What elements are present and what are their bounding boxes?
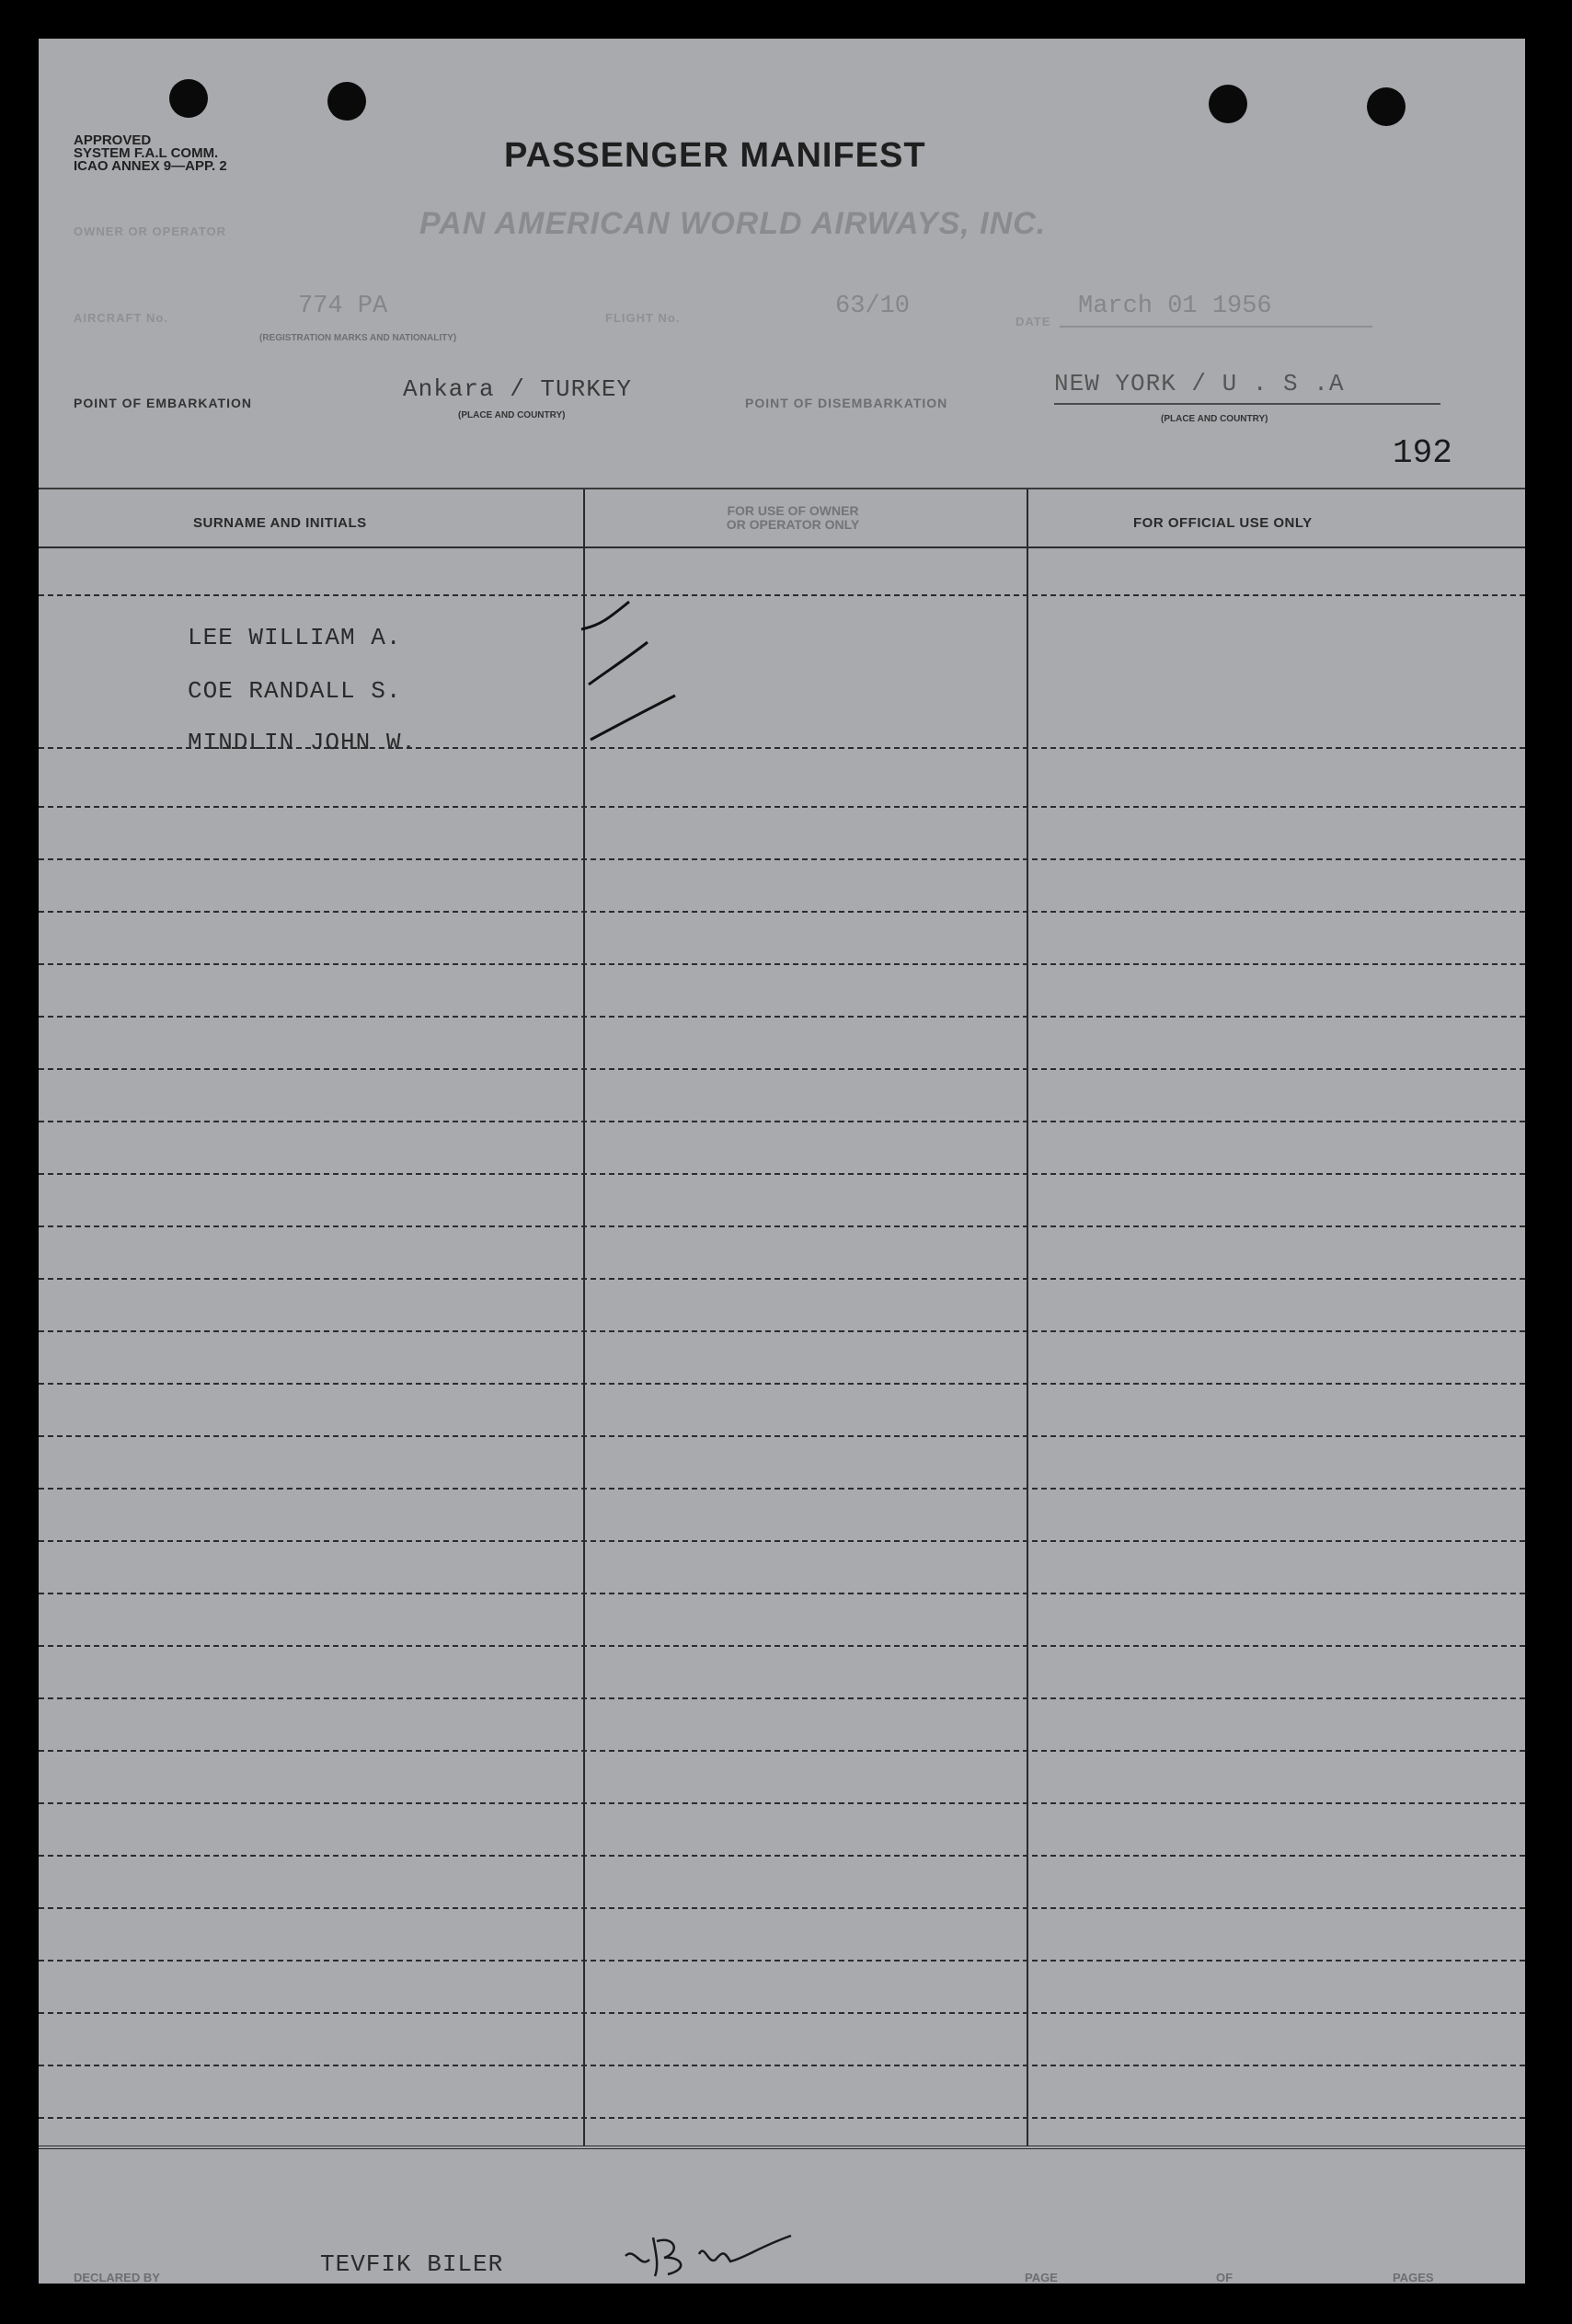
declared-label: DECLARED BY xyxy=(74,2271,160,2284)
row-rule xyxy=(39,1383,1525,1385)
col-header-owner-line: OR OPERATOR ONLY xyxy=(726,517,860,532)
flight-label: FLIGHT No. xyxy=(605,311,681,325)
owner-value: PAN AMERICAN WORLD AIRWAYS, INC. xyxy=(419,206,1047,241)
row-rule xyxy=(39,2065,1525,2066)
header-rule xyxy=(39,546,1525,548)
row-rule xyxy=(39,963,1525,965)
col-header-owner-line: FOR USE OF OWNER xyxy=(727,503,859,518)
row-rule xyxy=(39,2117,1525,2119)
date-value: March 01 1956 xyxy=(1078,293,1272,320)
row-rule xyxy=(39,594,1525,596)
row-rule xyxy=(39,1016,1525,1018)
check-mark-icon xyxy=(581,602,629,629)
disembarkation-underline xyxy=(1054,403,1440,405)
disembarkation-value: NEW YORK / U . S .A xyxy=(1054,370,1345,397)
row-rule xyxy=(39,1645,1525,1647)
row-rule xyxy=(39,1802,1525,1804)
passenger-name: LEE WILLIAM A. xyxy=(188,624,402,651)
approval-line: ICAO ANNEX 9—APP. 2 xyxy=(74,158,227,174)
check-mark-icon xyxy=(591,696,675,740)
row-rule xyxy=(39,1960,1525,1962)
table-top-rule xyxy=(39,488,1525,489)
embarkation-value: Ankara / TURKEY xyxy=(403,375,633,403)
column-divider xyxy=(1027,489,1028,2146)
row-rule xyxy=(39,911,1525,913)
date-label: DATE xyxy=(1015,315,1051,328)
registration-note: (REGISTRATION MARKS AND NATIONALITY) xyxy=(259,333,457,343)
row-rule xyxy=(39,858,1525,860)
aircraft-value: 774 PA xyxy=(298,293,388,320)
approval-note xyxy=(74,134,227,173)
owner-label: OWNER OR OPERATOR xyxy=(74,224,227,238)
disembarkation-label: POINT OF DISEMBARKATION xyxy=(745,396,948,410)
row-rule xyxy=(39,1173,1525,1175)
check-marks xyxy=(563,581,747,793)
embarkation-place-note: (PLACE AND COUNTRY) xyxy=(458,410,566,420)
row-rule xyxy=(39,1435,1525,1437)
aircraft-label: AIRCRAFT No. xyxy=(74,311,168,325)
of-label: OF xyxy=(1216,2271,1234,2284)
date-underline xyxy=(1060,326,1372,328)
row-rule xyxy=(39,1121,1525,1122)
col-header-surname: SURNAME AND INITIALS xyxy=(193,515,367,531)
row-rule xyxy=(39,1855,1525,1857)
page-title: PASSENGER MANIFEST xyxy=(504,136,926,175)
row-rule xyxy=(39,1907,1525,1909)
row-rule xyxy=(39,1278,1525,1280)
col-header-official: FOR OFFICIAL USE ONLY xyxy=(1133,515,1313,531)
punch-hole xyxy=(1209,85,1247,123)
row-rule xyxy=(39,1225,1525,1227)
table-bottom-rule xyxy=(39,2146,1525,2149)
row-rule xyxy=(39,1330,1525,1332)
page-number: 192 xyxy=(1393,434,1452,472)
passenger-name: COE RANDALL S. xyxy=(188,677,402,705)
flight-value: 63/10 xyxy=(835,293,911,320)
punch-hole xyxy=(1367,87,1406,126)
disembarkation-place-note: (PLACE AND COUNTRY) xyxy=(1161,414,1268,424)
row-rule xyxy=(39,1068,1525,1070)
approval-line: APPROVED xyxy=(74,132,152,148)
declared-value: TEVFIK BILER xyxy=(320,2250,504,2278)
punch-hole xyxy=(169,79,208,118)
manifest-sheet xyxy=(39,39,1525,2284)
pages-label: PAGES xyxy=(1393,2271,1434,2284)
check-mark-icon xyxy=(589,642,648,685)
row-rule xyxy=(39,2012,1525,2014)
row-rule xyxy=(39,1540,1525,1542)
row-rule xyxy=(39,1488,1525,1490)
embarkation-label: POINT OF EMBARKATION xyxy=(74,396,252,410)
approval-line: SYSTEM F.A.L COMM. xyxy=(74,145,219,161)
row-rule xyxy=(39,1697,1525,1699)
page-label: PAGE xyxy=(1025,2271,1058,2284)
punch-hole xyxy=(327,82,366,121)
row-rule xyxy=(39,1750,1525,1752)
row-rule xyxy=(39,806,1525,808)
passenger-name: MINDLIN JOHN W. xyxy=(188,729,418,756)
row-rule xyxy=(39,1593,1525,1594)
signature xyxy=(616,2210,837,2284)
col-header-owner-use xyxy=(683,504,903,532)
